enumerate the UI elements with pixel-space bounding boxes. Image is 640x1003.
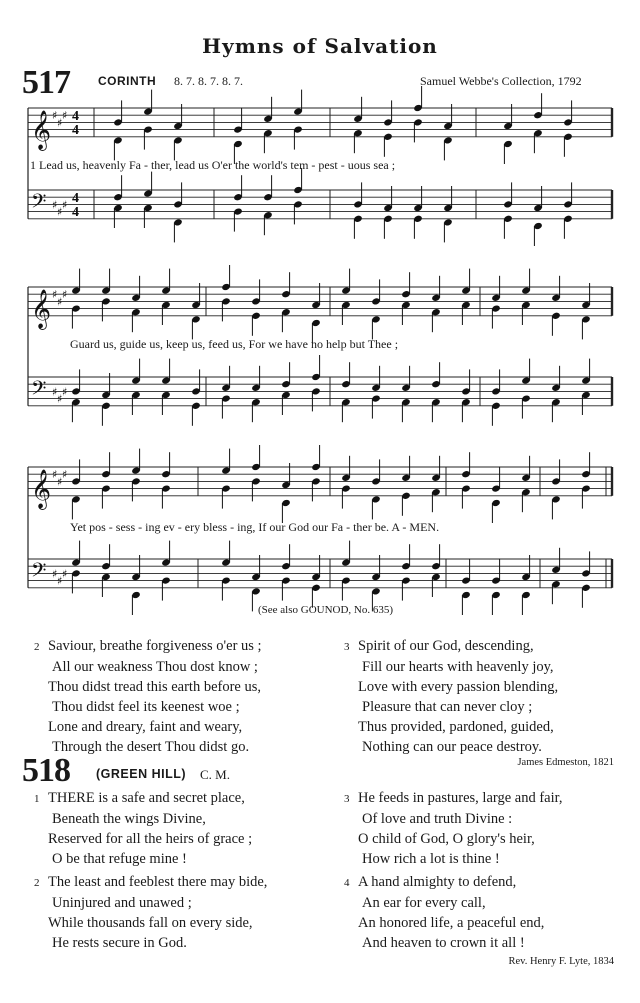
verse-518-4: 4 A hand almighty to defend, An ear for every call, An honored life, a peaceful end, And heaven to crown it all !: [344, 874, 545, 951]
sharp-sign: ♯: [52, 567, 58, 581]
sharp-sign: ♯: [57, 475, 63, 489]
lyrics-line-2: Guard us, guide us, keep us, feed us, For we have no help but Thee ;: [70, 337, 399, 351]
time-signature: 4: [72, 123, 79, 138]
sharp-sign: ♯: [57, 295, 63, 309]
verse-518-2: 2 The least and feeblest there may bide, Uninjured and unawed ; While thousands fall on every side, He rests secure in God.: [34, 874, 268, 951]
sharp-sign: ♯: [52, 385, 58, 399]
tune-name-518: (GREEN HILL): [96, 767, 187, 781]
author-518: Rev. Henry F. Lyte, 1834: [508, 956, 614, 967]
tune-source: Samuel Webbe's Collection, 1792: [420, 74, 582, 88]
bass-clef: 𝄢: [31, 376, 47, 405]
meter: 8. 7. 8. 7. 8. 7.: [174, 74, 243, 88]
sharp-sign: ♯: [52, 288, 58, 302]
tune-name: CORINTH: [98, 74, 157, 88]
time-signature: 4: [72, 205, 79, 220]
sharp-sign: ♯: [62, 109, 68, 123]
verse-517-2: 2 Saviour, breathe forgiveness o'er us ; All our weakness Thou dost know ; Thou didst tread this earth before us, Thou didst feel its keenest woe ; Lone and dreary, faint and weary, Through the desert Thou didst go.: [34, 638, 262, 755]
sharp-sign: ♯: [52, 109, 58, 123]
time-signature: 4: [72, 191, 79, 206]
verse-518-1: 1 THERE is a safe and secret place, Beneath the wings Divine, Reserved for all the heirs of grace ; O be that refuge mine !: [34, 790, 253, 867]
hymn-number-518: 518: [22, 752, 70, 789]
hymn-number-517: 517: [22, 64, 70, 101]
bass-clef: 𝄢: [31, 558, 47, 587]
bass-clef: 𝄢: [31, 189, 47, 218]
lyrics-line-3: Yet pos - sess - ing ev - ery bless - ing, If our God our Fa - ther be. A - MEN.: [70, 520, 440, 534]
treble-clef: 𝄞: [31, 468, 52, 509]
time-signature: 4: [72, 109, 79, 124]
sharp-sign: ♯: [62, 385, 68, 399]
treble-clef: 𝄞: [31, 288, 52, 329]
sharp-sign: ♯: [57, 116, 63, 130]
sharp-sign: ♯: [57, 574, 63, 588]
author-517: James Edmeston, 1821: [517, 757, 614, 768]
lyrics-line-1: 1 Lead us, heavenly Fa - ther, lead us O'er the world's tem - pest - uous sea ;: [30, 158, 396, 172]
page-header: Hymns of Salvation: [202, 34, 438, 58]
sharp-sign: ♯: [62, 468, 68, 482]
sharp-sign: ♯: [52, 468, 58, 482]
sharp-sign: ♯: [62, 567, 68, 581]
verse-518-3: 3 He feeds in pastures, large and fair, Of love and truth Divine : O child of God, O glory's heir, How rich a lot is thine !: [344, 790, 563, 867]
meter-518: C. M.: [200, 767, 230, 782]
sharp-sign: ♯: [52, 198, 58, 212]
sharp-sign: ♯: [62, 198, 68, 212]
verse-517-3: 3 Spirit of our God, descending, Fill our hearts with heavenly joy, Love with every passion blending, Pleasure that can never cloy ; Thus provided, pardoned, guided, Nothing can our peace destroy.: [344, 638, 559, 755]
sharp-sign: ♯: [57, 392, 63, 406]
sharp-sign: ♯: [57, 205, 63, 219]
sharp-sign: ♯: [62, 288, 68, 302]
treble-clef: 𝄞: [31, 109, 52, 150]
see-also-note: (See also GOUNOD, No. 635): [258, 604, 394, 616]
